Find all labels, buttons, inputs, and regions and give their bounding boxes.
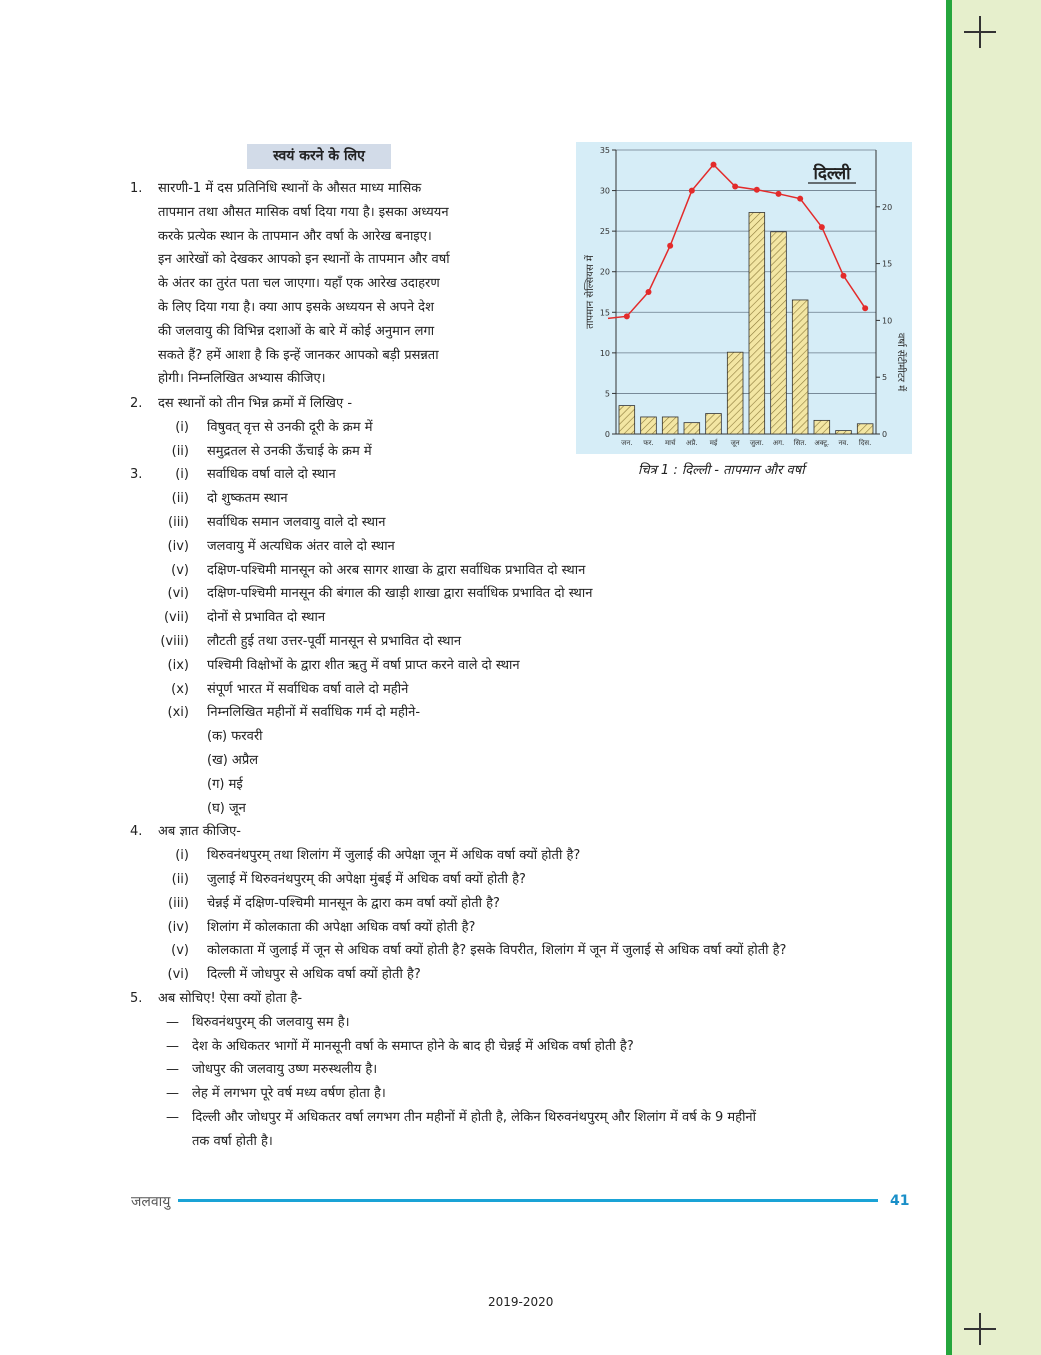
x-tick-label: जन. <box>621 439 633 447</box>
x-tick-label: सित. <box>793 439 807 447</box>
item-numeral: (i) <box>175 467 189 483</box>
rain-bar <box>814 420 830 434</box>
rain-bar <box>857 424 873 434</box>
item-number: 2. <box>130 396 143 411</box>
list-dash: — <box>166 1086 179 1102</box>
delhi-climograph <box>576 142 912 454</box>
text-line: तक वर्षा होती है। <box>192 1133 273 1149</box>
figure-caption: चित्र 1 : दिल्ली - तापमान और वर्षा <box>638 463 805 478</box>
text-line: संपूर्ण भारत में सर्वाधिक वर्षा वाले दो महीने <box>207 681 409 697</box>
page-number: 41 <box>890 1193 910 1209</box>
text-line: समुद्रतल से उनकी ऊँचाई के क्रम में <box>207 443 372 459</box>
temperature-point <box>754 187 760 193</box>
sub-option: (क) फरवरी <box>207 729 263 745</box>
text-line: की जलवायु की विभिन्न दशाओं के बारे में कोई अनुमान लगा <box>158 323 435 339</box>
crop-mark-icon <box>964 16 996 48</box>
text-line: के अंतर का तुरंत पता चल जाएगा। यहाँ एक आरेख उदाहरण <box>158 276 440 292</box>
item-numeral: (i) <box>175 848 189 864</box>
text-line: करके प्रत्येक स्थान के तापमान और वर्षा के आरेख बनाइए। <box>158 228 432 244</box>
text-line: विषुवत् वृत्त से उनकी दूरी के क्रम में <box>207 419 373 435</box>
text-line: कोलकाता में जुलाई में जून से अधिक वर्षा क्यों होती है? इसके विपरीत, शिलांग में जून में जुलाई से अधिक वर्षा क्यों होती है? <box>207 943 787 959</box>
temperature-point <box>624 313 630 319</box>
y-tick-label-left: 20 <box>599 267 610 277</box>
item-number: 5. <box>130 991 143 1006</box>
rain-bar <box>684 423 700 434</box>
rain-bar <box>706 414 722 434</box>
rain-bar <box>771 232 787 434</box>
rain-bar <box>792 300 808 434</box>
x-tick-label: जून <box>730 439 740 447</box>
temperature-point <box>646 289 652 295</box>
y-tick-label-right: 20 <box>882 202 893 212</box>
side-margin-rule <box>946 0 952 1355</box>
text-line: पश्चिमी विक्षोभों के द्वारा शीत ऋतु में वर्षा प्राप्त करने वाले दो स्थान <box>207 657 520 673</box>
x-tick-label: दिस. <box>858 439 872 447</box>
x-tick-label: जुला. <box>749 439 764 447</box>
item-numeral: (v) <box>171 943 189 959</box>
text-line: जलवायु में अत्यधिक अंतर वाले दो स्थान <box>207 538 395 554</box>
sub-option: (घ) जून <box>207 800 246 816</box>
y-tick-label-left: 10 <box>599 348 610 358</box>
side-margin <box>946 0 1041 1355</box>
temperature-point <box>711 162 717 168</box>
text-line: शिलांग में कोलकाता की अपेक्षा अधिक वर्षा क्यों होती है? <box>207 919 476 935</box>
text-line: अब ज्ञात कीजिए- <box>158 824 241 840</box>
list-dash: — <box>166 1110 179 1125</box>
x-tick-label: नव. <box>838 439 849 447</box>
text-line: इन आरेखों को देखकर आपको इन स्थानों के तापमान और वर्षा <box>158 252 450 268</box>
rain-bar <box>749 212 765 434</box>
text-line: दिल्ली और जोधपुर में अधिकतर वर्षा लगभग तीन महीनों में होती है, लेकिन थिरुवनंथपुरम् और शिलांग में वर्ष के 9 महीनों <box>192 1110 757 1125</box>
x-tick-label: अग. <box>772 439 785 447</box>
sub-option: (ग) मई <box>207 776 243 792</box>
text-line: जोधपुर की जलवायु उष्ण मरुस्थलीय है। <box>192 1062 378 1078</box>
x-tick-label: अप्रै. <box>686 439 698 447</box>
item-numeral: (xi) <box>167 705 189 721</box>
item-numeral: (iii) <box>168 895 189 911</box>
text-line: होगी। निम्नलिखित अभ्यास कीजिए। <box>158 371 326 387</box>
rain-bar <box>836 431 852 434</box>
rain-bar <box>619 406 635 434</box>
list-dash: — <box>166 1038 179 1054</box>
y-tick-label-left: 25 <box>599 227 610 237</box>
text-line: थिरुवनंथपुरम् तथा शिलांग में जुलाई की अपेक्षा जून में अधिक वर्षा क्यों होती है? <box>207 848 581 864</box>
item-numeral: (ix) <box>167 657 189 673</box>
y-axis-title-right: वर्षा सेंटीमीटर में <box>895 332 906 392</box>
text-line: लेह में लगभग पूरे वर्ष मध्य वर्षण होता है। <box>192 1086 386 1102</box>
text-line: दस स्थानों को तीन भिन्न क्रमों में लिखिए - <box>158 396 353 411</box>
y-tick-label-right: 10 <box>882 316 893 326</box>
temperature-point <box>689 188 695 194</box>
text-line: दिल्ली में जोधपुर से अधिक वर्षा क्यों होती है? <box>207 967 421 983</box>
text-line: दोनों से प्रभावित दो स्थान <box>207 610 326 626</box>
text-line: दक्षिण-पश्चिमी मानसून को अरब सागर शाखा के द्वारा सर्वाधिक प्रभावित दो स्थान <box>207 562 586 578</box>
text-line: थिरुवनंथपुरम् की जलवायु सम है। <box>192 1014 350 1030</box>
y-tick-label-left: 5 <box>604 389 610 399</box>
footer-rule <box>178 1199 878 1202</box>
text-line: दो शुष्कतम स्थान <box>207 491 288 507</box>
text-line: तापमान तथा औसत मासिक वर्षा दिया गया है। इसका अध्ययन <box>158 204 449 220</box>
item-number: 1. <box>130 181 143 196</box>
temperature-point <box>732 184 738 190</box>
y-tick-label-left: 15 <box>599 308 610 318</box>
item-numeral: (vi) <box>167 586 189 602</box>
section-heading: स्वयं करने के लिए <box>247 144 391 169</box>
x-tick-label: फर. <box>643 439 654 447</box>
text-line: निम्नलिखित महीनों में सर्वाधिक गर्म दो महीने- <box>207 705 421 721</box>
y-axis-title-left: तापमान सेल्सियस में <box>585 255 596 329</box>
item-numeral: (ii) <box>171 872 189 887</box>
rain-bar <box>727 352 743 434</box>
y-tick-label-left: 30 <box>599 186 610 196</box>
item-numeral: (vi) <box>167 967 189 983</box>
text-line: देश के अधिकतर भागों में मानसूनी वर्षा के समाप्त होने के बाद ही चेन्नई में अधिक वर्षा होती है? <box>192 1038 634 1054</box>
item-number: 4. <box>130 824 143 840</box>
text-line: अब सोचिए! ऐसा क्यों होता है- <box>158 991 303 1006</box>
text-line: सकते हैं? हमें आशा है कि इन्हें जानकर आपको बड़ी प्रसन्नता <box>158 347 439 363</box>
text-line: के लिए दिया गया है। क्या आप इसके अध्ययन से अपने देश <box>158 300 434 315</box>
item-number: 3. <box>130 467 143 483</box>
chart-svg <box>576 142 912 454</box>
y-tick-label-left: 0 <box>604 430 610 439</box>
temperature-point <box>862 305 868 311</box>
x-tick-label: अक्टू. <box>814 439 830 447</box>
sub-option: (ख) अप्रैल <box>207 753 259 768</box>
x-tick-label: मई <box>709 439 718 447</box>
item-numeral: (ii) <box>171 491 189 507</box>
y-tick-label-right: 0 <box>882 430 888 439</box>
text-line: सर्वाधिक समान जलवायु वाले दो स्थान <box>207 515 386 530</box>
text-line: सारणी-1 में दस प्रतिनिधि स्थानों के औसत माध्य मासिक <box>158 181 422 196</box>
text-line: सर्वाधिक वर्षा वाले दो स्थान <box>207 467 336 483</box>
item-numeral: (iii) <box>168 515 189 530</box>
y-tick-label-right: 5 <box>882 373 888 383</box>
text-line: लौटती हुई तथा उत्तर-पूर्वी मानसून से प्रभावित दो स्थान <box>207 634 462 649</box>
temperature-point <box>841 273 847 279</box>
list-dash: — <box>166 1062 179 1078</box>
item-numeral: (i) <box>175 419 189 435</box>
text-line: जुलाई में थिरुवनंथपुरम् की अपेक्षा मुंबई में अधिक वर्षा क्यों होती है? <box>207 872 526 887</box>
chart-title: दिल्ली <box>813 164 851 184</box>
temperature-point <box>819 224 825 230</box>
item-numeral: (v) <box>171 562 189 578</box>
crop-mark-icon <box>964 1313 996 1345</box>
x-tick-label: मार्च <box>664 439 676 447</box>
temperature-point <box>667 243 673 249</box>
item-numeral: (x) <box>171 681 189 697</box>
text-line: चेन्नई में दक्षिण-पश्चिमी मानसून के द्वारा कम वर्षा क्यों होती है? <box>207 895 500 911</box>
footer-chapter: जलवायु <box>131 1194 171 1210</box>
edition-year: 2019-2020 <box>488 1295 554 1309</box>
rain-bar <box>662 417 678 434</box>
item-numeral: (vii) <box>163 610 189 626</box>
item-numeral: (ii) <box>171 443 189 459</box>
rain-bar <box>641 417 657 434</box>
item-numeral: (iv) <box>167 538 189 554</box>
temperature-point <box>797 196 803 202</box>
temperature-point <box>776 191 782 197</box>
text-line: दक्षिण-पश्चिमी मानसून की बंगाल की खाड़ी शाखा द्वारा सर्वाधिक प्रभावित दो स्थान <box>207 586 593 602</box>
y-tick-label-left: 35 <box>599 146 610 155</box>
y-tick-label-right: 15 <box>882 259 893 269</box>
item-numeral: (iv) <box>167 919 189 935</box>
list-dash: — <box>166 1014 179 1030</box>
item-numeral: (viii) <box>160 634 189 649</box>
